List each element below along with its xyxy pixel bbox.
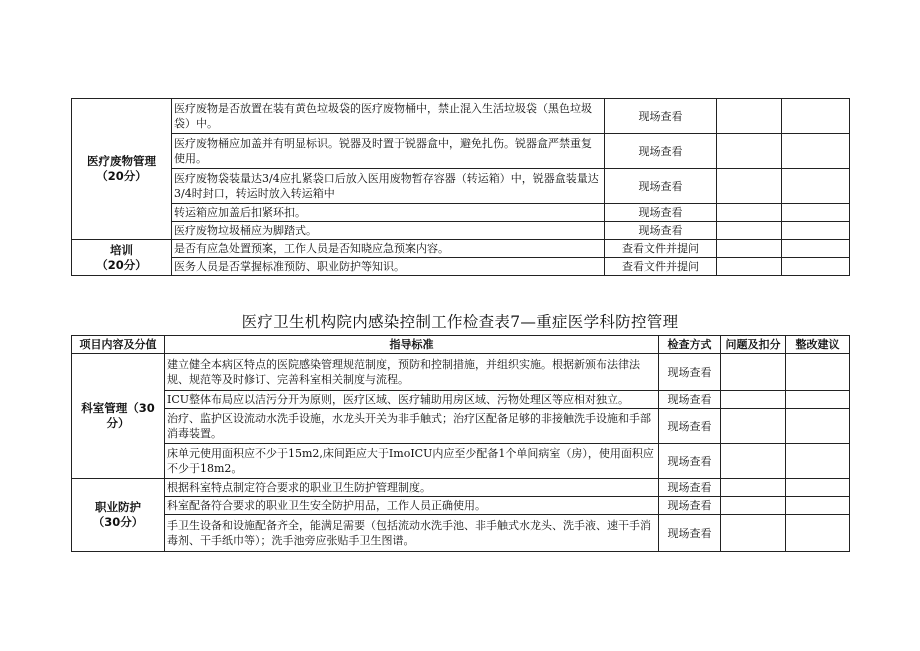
header-issue: 问题及扣分	[721, 336, 786, 354]
table-row	[72, 444, 850, 479]
issue-cell	[721, 497, 786, 515]
table-row	[72, 240, 850, 258]
section-score-text: （30分）	[92, 515, 144, 529]
standard-cell: 医疗废物是否放置在装有黄色垃圾袋的医疗废物桶中，禁止混入生活垃圾袋（黑色垃圾袋）中。	[172, 99, 605, 134]
method-cell: 现场查看	[659, 444, 721, 479]
standard-cell: ICU整体布局应以洁污分开为原则，医疗区域、医疗辅助用房区域、污物处理区等应相对独立。	[165, 391, 659, 409]
table-title: 医疗卫生机构院内感染控制工作检查表7—重症医学科防控管理	[241, 313, 679, 331]
method-cell: 现场查看	[605, 99, 717, 134]
method-cell: 现场查看	[659, 409, 721, 444]
suggestion-cell	[786, 444, 850, 479]
suggestion-cell	[786, 409, 850, 444]
method-cell: 现场查看	[605, 204, 717, 222]
suggestion-cell	[782, 169, 850, 204]
issue-cell	[721, 444, 786, 479]
header-method: 检查方式	[659, 336, 721, 354]
suggestion-cell	[786, 479, 850, 497]
table-row	[72, 258, 850, 276]
table-row	[72, 134, 850, 169]
method-cell: 查看文件并提问	[605, 240, 717, 258]
table-row	[72, 497, 850, 515]
suggestion-cell	[782, 258, 850, 276]
header-standard: 指导标准	[165, 336, 659, 354]
suggestion-cell	[786, 391, 850, 409]
issue-cell	[721, 479, 786, 497]
header-row	[72, 336, 850, 354]
method-cell: 现场查看	[659, 515, 721, 552]
method-cell: 现场查看	[605, 222, 717, 240]
standard-cell: 建立健全本病区特点的医院感染管理规范制度，预防和控制措施，并组织实施。根据新颁布法律法规、规范等及时修订、完善科室相关制度与流程。	[165, 354, 659, 391]
header-suggestion: 整改建议	[786, 336, 850, 354]
method-cell: 现场查看	[659, 497, 721, 515]
issue-cell	[717, 134, 782, 169]
section-label-training	[72, 240, 172, 276]
standard-cell: 根据科室特点制定符合要求的职业卫生防护管理制度。	[165, 479, 659, 497]
issue-cell	[717, 240, 782, 258]
method-cell: 现场查看	[659, 391, 721, 409]
standard-cell: 医疗废物桶应加盖并有明显标识。锐器及时置于锐器盒中，避免扎伤。锐器盒严禁重复使用。	[172, 134, 605, 169]
method-cell: 现场查看	[659, 354, 721, 391]
standard-cell: 转运箱应加盖后扣紧环扣。	[172, 204, 605, 222]
header-item: 项目内容及分值	[72, 336, 165, 354]
table-row	[72, 204, 850, 222]
standard-cell: 治疗、监护区设流动水洗手设施，水龙头开关为非手触式；治疗区配备足够的非接触洗手设施和手部消毒装置。	[165, 409, 659, 444]
table-row	[72, 222, 850, 240]
section-score-text: （20分）	[96, 257, 147, 272]
standard-cell: 是否有应急处置预案，工作人员是否知晓应急预案内容。	[172, 240, 605, 258]
method-cell: 现场查看	[659, 479, 721, 497]
suggestion-cell	[786, 515, 850, 552]
section-label-occupational-protection	[72, 479, 165, 552]
suggestion-cell	[782, 204, 850, 222]
standard-cell: 医务人员是否掌握标准预防、职业防护等知识。	[172, 258, 605, 276]
issue-cell	[721, 354, 786, 391]
issue-cell	[721, 515, 786, 552]
issue-cell	[717, 258, 782, 276]
standard-cell: 科室配备符合要求的职业卫生安全防护用品，工作人员正确使用。	[165, 497, 659, 515]
table-row	[72, 409, 850, 444]
issue-cell	[717, 169, 782, 204]
table-row	[72, 515, 850, 552]
suggestion-cell	[786, 354, 850, 391]
table-row	[72, 169, 850, 204]
method-cell: 现场查看	[605, 169, 717, 204]
issue-cell	[721, 391, 786, 409]
section-label-medical-waste: 医疗废物管理（20分）	[72, 99, 172, 240]
section-label-dept-management: 科室管理（30分）	[72, 354, 165, 479]
issue-cell	[717, 99, 782, 134]
section-label-text: 职业防护	[95, 500, 141, 514]
standard-cell: 床单元使用面积应不少于15m2,床间距应大于ImoICU内应至少配备1个单间病室（房），使用面积应不少于18m2。	[165, 444, 659, 479]
table-row	[72, 99, 850, 134]
icu-checklist-table	[71, 335, 850, 552]
issue-cell	[721, 409, 786, 444]
suggestion-cell	[786, 497, 850, 515]
standard-cell: 医疗废物袋装量达3/4应扎紧袋口后放入医用废物暂存容器（转运箱）中，锐器盒装量达3/4时封口，转运时放入转运箱中	[172, 169, 605, 204]
standard-cell: 手卫生设备和设施配备齐全，能满足需要（包括流动水洗手池、非手触式水龙头、洗手液、速干手消毒剂、干手纸巾等）；洗手池旁应张贴手卫生图谱。	[165, 515, 659, 552]
table-row	[72, 479, 850, 497]
section-label-text: 培训	[110, 242, 133, 257]
table-row	[72, 391, 850, 409]
issue-cell	[717, 222, 782, 240]
suggestion-cell	[782, 99, 850, 134]
suggestion-cell	[782, 222, 850, 240]
issue-cell	[717, 204, 782, 222]
suggestion-cell	[782, 134, 850, 169]
standard-cell: 医疗废物垃圾桶应为脚踏式。	[172, 222, 605, 240]
table-row	[72, 354, 850, 391]
method-cell: 现场查看	[605, 134, 717, 169]
method-cell: 查看文件并提问	[605, 258, 717, 276]
checklist-table-continued	[71, 98, 850, 276]
suggestion-cell	[782, 240, 850, 258]
